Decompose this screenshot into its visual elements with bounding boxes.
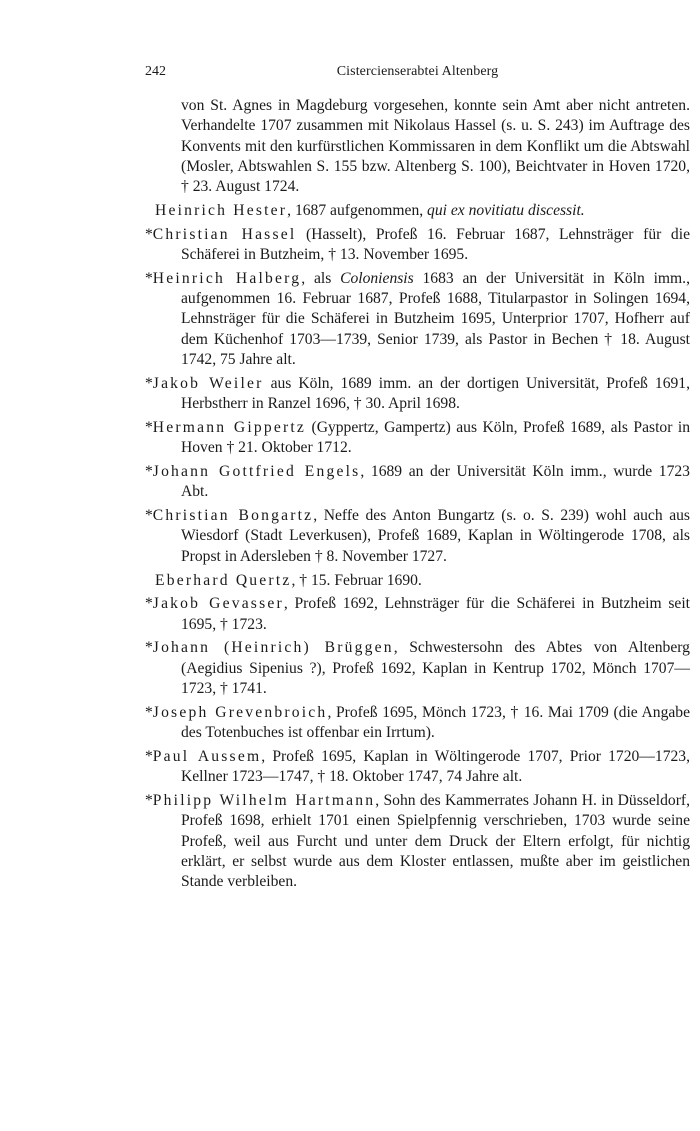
entry-paul-aussem xyxy=(145,747,690,788)
entry-name: Heinrich Halberg xyxy=(152,269,302,287)
entry-star: * xyxy=(145,418,153,436)
entry-text: , Profeß 1695, Kaplan in Wöltingerode 1707, Prior 1720—1723, Kellner 1723—1747, † 18. Oktober 1747, 74 Jahre alt. xyxy=(181,747,690,786)
entry-text: (Gyppertz, Gampertz) aus Köln, Profeß 1689, als Pastor in Hoven † 21. Oktober 1712. xyxy=(181,418,690,457)
entry-star: * xyxy=(145,703,153,721)
entry-joseph-grevenbroich xyxy=(145,703,690,744)
entry-text: , Profeß 1695, Mönch 1723, † 16. Mai 1709 (die Angabe des Totenbuches ist offenbar ein Irrtum). xyxy=(181,703,691,742)
page-header xyxy=(145,60,690,84)
entry-heinrich-hester xyxy=(145,201,690,221)
entry-text: aus Köln, 1689 imm. an der dortigen Universität, Profeß 1691, Herbstherr in Ranzel 1696, † 30. April 1698. xyxy=(181,374,690,413)
entry-star: * xyxy=(145,595,153,613)
entry-star: * xyxy=(145,463,153,481)
entry-name: Paul Aussem xyxy=(152,747,262,765)
entry-star: * xyxy=(145,269,153,287)
entry-name: Christian Bongartz xyxy=(152,507,314,525)
entry-italic: qui ex novitiatu discessit. xyxy=(427,201,585,219)
entry-eberhard-quertz xyxy=(145,571,690,591)
entry-text: 1683 an der Universität in Köln imm., aufgenommen 16. Februar 1687, Profeß 1688, Titularpastor in Solingen 1694, Lehnsträger für die Schäferei in Butzheim 1695, Unterprior 1707, Hofherr auf dem Küchenhof 1703—1739, Senior 1739, als Pastor in Bechen † 18. August 1742, 75 Jahre alt. xyxy=(181,269,690,369)
entry-hermann-gippertz xyxy=(145,418,690,459)
entry-name: Heinrich Hester xyxy=(155,201,288,219)
entry-jakob-gevasser xyxy=(145,594,690,635)
entry-johann-brueggen xyxy=(145,638,690,699)
entry-name: Jakob Gevasser xyxy=(152,595,284,613)
entry-philipp-wilhelm-hartmann xyxy=(145,791,690,892)
entry-heinrich-halberg xyxy=(145,269,690,370)
entry-text: , † 15. Februar 1690. xyxy=(291,571,422,589)
entry-name: Johann Gottfried Engels xyxy=(152,463,361,481)
entry-star: * xyxy=(145,507,153,525)
entry-text: , 1689 an der Universität Köln imm., wurde 1723 Abt. xyxy=(181,463,690,501)
running-title: Cistercienserabtei Altenberg xyxy=(336,64,499,79)
entry-johann-gottfried-engels xyxy=(145,462,690,503)
entry-star: * xyxy=(145,792,153,809)
entry-text: (Hasselt), Profeß 16. Februar 1687, Lehnsträger für die Schäferei in Butzheim, † 13. November 1695. xyxy=(181,225,690,264)
entry-name: Eberhard Quertz xyxy=(155,571,292,589)
entry-name: Joseph Grevenbroich xyxy=(152,703,328,721)
entry-name: Hermann Gippertz xyxy=(152,418,307,436)
entry-text-before: , als xyxy=(301,269,341,287)
entry-jakob-weiler xyxy=(145,374,690,415)
entry-text: , Profeß 1692, Lehnsträger für die Schäferei in Butzheim seit 1695, † 1723. xyxy=(181,595,691,633)
entry-text: , Schwestersohn des Abtes von Altenberg (Aegidius Sipenius ?), Profeß 1692, Kaplan in Kentrup 1702, Mönch 1707—1723, † 1741. xyxy=(181,639,690,698)
entry-christian-bongartz xyxy=(145,506,690,567)
entry-continuation xyxy=(145,96,690,197)
entry-text: von St. Agnes in Magdeburg vorgesehen, konnte sein Amt aber nicht antreten. Verhandelte 1707 zusammen mit Nikolaus Hassel (s. u. S. 243) im Auftrage des Konvents mit den kurfürstlichen Kommissaren in dem Konflikt um die Abtswahl (Mosler, Abtswahlen S. 155 bzw. Altenberg S. 100), Beichtvater in Hoven 1720, † 23. August 1724. xyxy=(181,97,690,196)
entry-text: , Sohn des Kammerrates Johann H. in Düsseldorf, Profeß 1698, erhielt 1701 einen Spielpfennig verschrieben, 1703 wurde seine Profeß, weil aus Furcht und unter dem Druck der Eltern erfolgt, für nichtig erklärt, er selbst wurde aus dem Kloster entlassen, mußte aber im geistlichen Stande verbleiben. xyxy=(181,792,690,891)
entry-star: * xyxy=(145,225,153,243)
entry-text: , 1687 aufgenommen, xyxy=(287,201,428,219)
entry-star: * xyxy=(145,639,153,657)
entry-christian-hassel xyxy=(145,225,690,266)
entry-star: * xyxy=(145,747,153,765)
entry-name: Philipp Wilhelm Hartmann xyxy=(152,792,376,809)
entry-name: Jakob Weiler xyxy=(152,374,264,392)
entry-text: , Neffe des Anton Bungartz (s. o. S. 239) wohl auch aus Wiesdorf (Stadt Leverkusen), Profeß 1689, Kaplan in Wöltingerode 1708, als Propst in Adersleben † 8. November 1727. xyxy=(181,507,690,565)
entry-name: Johann (Heinrich) Brüggen xyxy=(152,639,394,657)
entry-star: * xyxy=(145,374,153,392)
body-text xyxy=(145,96,690,896)
entry-name: Christian Hassel xyxy=(152,225,297,243)
page-number: 242 xyxy=(145,64,166,79)
entry-italic: Coloniensis xyxy=(340,269,414,287)
